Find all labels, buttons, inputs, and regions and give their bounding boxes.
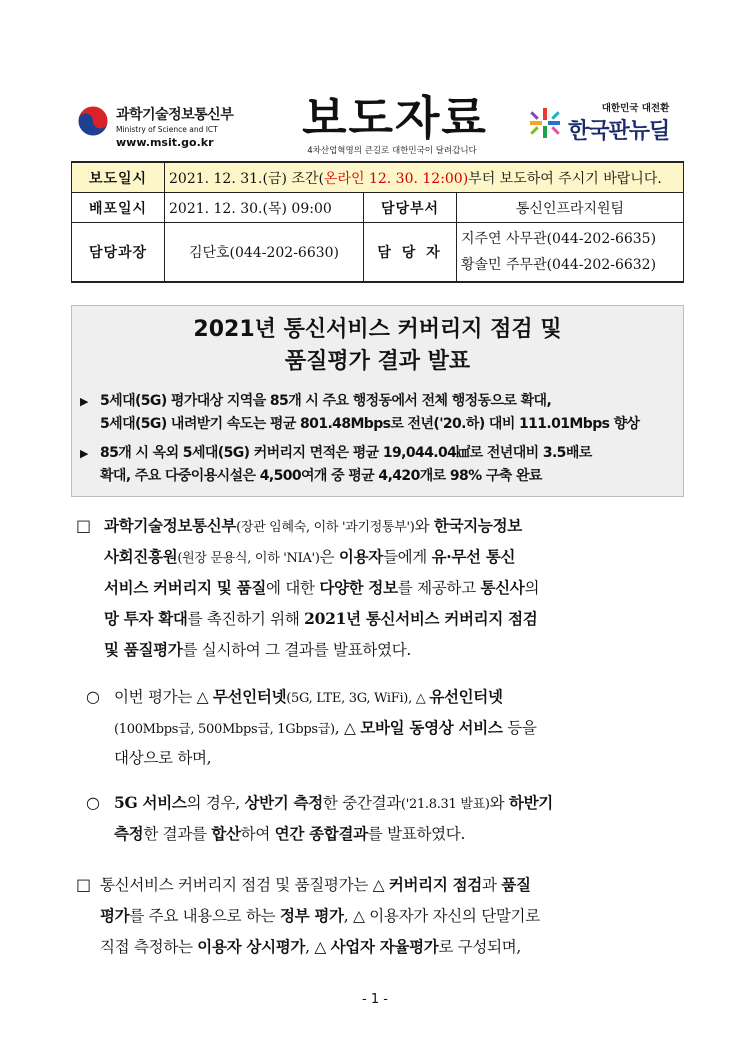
square-bullet-icon: □ [76,875,92,894]
headline-box [71,305,684,497]
p2-line-3: 대상으로 하며, [114,749,212,767]
new-deal-name: 한국판뉴딜 [568,119,670,144]
page-number: - 1 - [362,992,388,1007]
bullet-1-line-1: 5세대(5G) 평가대상 지역을 85개 시 주요 행정동에서 전체 행정동으로 확대, [100,393,552,409]
p1-line-5: 및 품질평가를 실시하여 그 결과를 발표하였다. [104,640,412,659]
embargo-note: 부터 보도하여 주시기 바랍니다. [468,170,662,187]
ministry-english-name: Ministry of Science and ICT [116,125,218,134]
table-row [72,193,684,223]
square-bullet-icon: □ [76,516,92,535]
press-header [0,92,750,162]
new-deal-burst-icon [528,106,562,140]
triangle-right-icon: ▶ [80,395,88,408]
director-label: 담당과장 [72,223,165,283]
taegeuk-emblem-icon [76,104,110,138]
embargo-label: 보도일시 [72,162,165,193]
contact-value [457,223,684,283]
ministry-url: www.msit.go.kr [116,136,214,149]
p4-line-1: 통신서비스 커버리지 점검 및 품질평가는 △ 커버리지 점검과 품질 [100,875,531,894]
director-value: 김단호(044-202-6630) [165,223,364,283]
table-row [72,162,684,193]
headline-line-2: 품질평가 결과 발표 [284,349,471,374]
bullet-2-line-1: 85개 시 옥외 5세대(5G) 커버리지 면적은 평균 19,044.04㎢로 전년대비 3.5배로 [100,445,592,461]
p1-line-3: 서비스 커버리지 및 품질에 대한 다양한 정보를 제공하고 통신사의 [104,578,540,597]
department-label: 담당부서 [364,193,457,223]
embargo-value [165,162,684,193]
press-release-slogan: 4차산업혁명의 큰길로 대한민국이 달려갑니다 [307,146,477,156]
embargo-online-time: 온라인 12. 30. 12:00) [323,170,469,187]
p4-line-2: 평가를 주요 내용으로 하는 정부 평가, △ 이용자가 자신의 단말기로 [100,906,540,925]
new-deal-tagline: 대한민국 대전환 [601,103,670,114]
p3-line-1: 5G 서비스의 경우, 상반기 측정한 중간결과('21.8.31 발표)와 하반기 [114,793,553,812]
summary-bullet-1 [80,390,680,436]
contact-person-1: 지주연 사무관(044-202-6635) [461,231,657,247]
circle-bullet-icon: ○ [86,793,100,812]
press-release-title: 보도자료 [302,91,488,145]
contact-label: 담 당 자 [364,223,457,283]
p1-line-1: 과학기술정보통신부(장관 임혜숙, 이하 '과기정통부')와 한국지능정보 [104,516,522,535]
department-value: 통신인프라지원팀 [457,193,684,223]
bullet-1-line-2: 5세대(5G) 내려받기 속도는 평균 801.48Mbps로 전년('20.하) 대비 111.01Mbps 향상 [100,416,640,432]
ministry-logo [76,104,233,149]
distribution-value: 2021. 12. 30.(목) 09:00 [165,193,364,223]
p3-line-2: 측정한 결과를 합산하여 연간 종합결과를 발표하였다. [114,824,466,843]
p4-line-3: 직접 측정하는 이용자 상시평가, △ 사업자 자율평가로 구성되며, [100,937,522,956]
release-info-table [71,161,684,283]
circle-bullet-icon: ○ [86,687,100,706]
paragraph-1 [104,510,684,543]
contact-person-2: 황솔민 주무관(044-202-6632) [461,257,657,273]
headline-line-1: 2021년 통신서비스 커버리지 점검 및 [193,317,562,342]
summary-bullet-2 [80,442,680,488]
p2-line-1: 이번 평가는 △ 무선인터넷(5G, LTE, 3G, WiFi), △ 유선인터넷 [114,687,503,706]
p1-line-2: 사회진흥원(원장 문용식, 이하 'NIA')은 이용자들에게 유·무선 통신 [104,547,516,566]
ministry-name: 과학기술정보통신부 [116,107,234,123]
table-row [72,223,684,283]
distribution-label: 배포일시 [72,193,165,223]
headline-title [72,314,683,378]
paragraph-1-cont [104,541,684,574]
korean-new-deal-logo [528,100,669,145]
triangle-right-icon: ▶ [80,447,88,460]
embargo-date: 2021. 12. 31.(금) 조간( [169,170,324,187]
p1-line-4: 망 투자 확대를 촉진하기 위해 2021년 통신서비스 커버리지 점검 [104,609,538,628]
bullet-2-line-2: 확대, 주요 다중이용시설은 4,500여개 중 평균 4,420개로 98% 구축 완료 [100,468,542,484]
p2-line-2: (100Mbps급, 500Mbps급, 1Gbps급), △ 모바일 동영상 서비스 등을 [114,718,537,737]
